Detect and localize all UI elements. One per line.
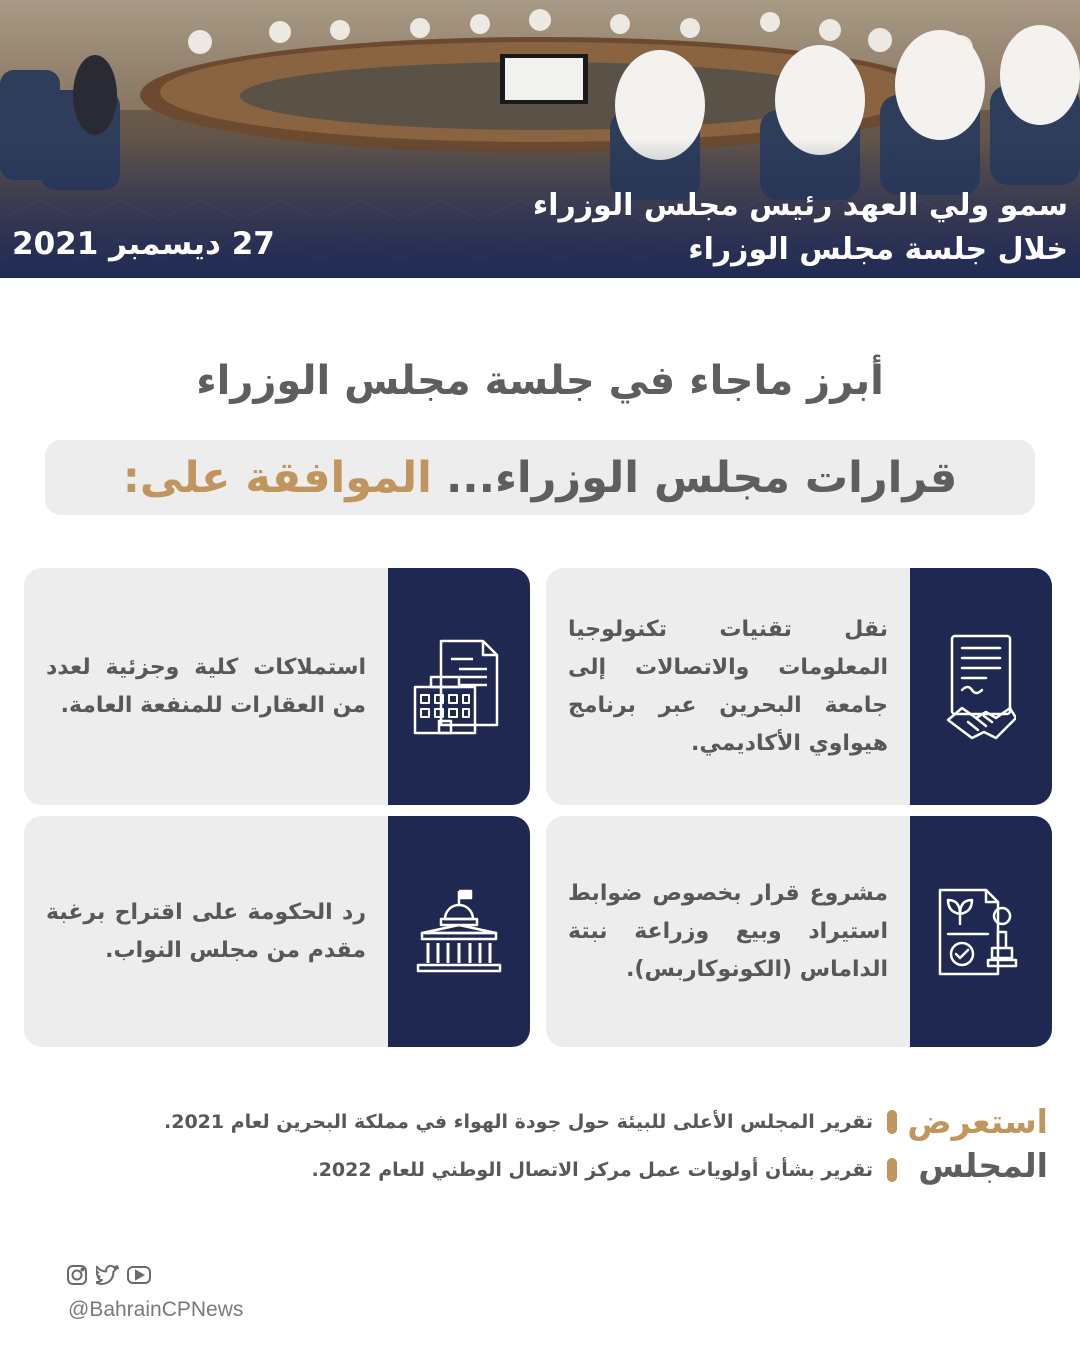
youtube-icon[interactable] xyxy=(126,1264,148,1286)
building-document-icon xyxy=(411,637,507,737)
review-item xyxy=(311,1158,897,1182)
parliament-building-icon xyxy=(414,887,504,977)
decisions-prefix: قرارات مجلس الوزراء... xyxy=(445,452,958,503)
review-heading xyxy=(888,1100,1048,1188)
header-caption xyxy=(368,184,1068,272)
bullet-marker xyxy=(887,1158,897,1182)
decision-card xyxy=(546,568,1052,805)
review-heading-line2: المجلس xyxy=(918,1146,1048,1185)
decision-card xyxy=(24,816,530,1047)
decisions-banner xyxy=(45,440,1035,515)
caption-line-1: سمو ولي العهد رئيس مجلس الوزراء xyxy=(532,188,1068,223)
social-icons xyxy=(66,1264,148,1286)
header-photo xyxy=(0,0,1080,278)
card-text: مشروع قرار بخصوص ضوابط استيراد وبيع وزراعة نبتة الداماس (الكونوكاربس). xyxy=(568,880,888,982)
card-text: استملاكات كلية وجزئية لعدد من العقارات للمنفعة العامة. xyxy=(46,654,366,718)
review-item xyxy=(164,1110,897,1134)
review-item-text: تقرير المجلس الأعلى للبيئة حول جودة الهواء في مملكة البحرين لعام 2021. xyxy=(164,1111,873,1133)
card-text: رد الحكومة على اقتراح برغبة مقدم من مجلس النواب. xyxy=(46,899,366,963)
social-handle[interactable]: @BahrainCPNews xyxy=(68,1298,244,1321)
plant-certificate-stamp-icon xyxy=(936,884,1026,980)
review-item-text: تقرير بشأن أولويات عمل مركز الاتصال الوطني للعام 2022. xyxy=(311,1159,873,1181)
handshake-document-icon xyxy=(946,632,1016,742)
instagram-icon[interactable] xyxy=(66,1264,88,1286)
review-heading-line1: استعرض xyxy=(907,1102,1048,1141)
decision-card xyxy=(24,568,530,805)
bullet-marker xyxy=(887,1110,897,1134)
card-text: نقل تقنيات تكنولوجيا المعلومات والاتصالات إلى جامعة البحرين عبر برنامج هيواوي الأكاديمي. xyxy=(568,616,888,756)
decisions-accent: الموافقة على: xyxy=(122,452,432,503)
twitter-icon[interactable] xyxy=(96,1264,118,1286)
page-subtitle: أبرز ماجاء في جلسة مجلس الوزراء xyxy=(196,358,884,404)
decision-card xyxy=(546,816,1052,1047)
meeting-date: 27 ديسمبر 2021 xyxy=(12,226,275,262)
caption-line-2: خلال جلسة مجلس الوزراء xyxy=(688,232,1068,267)
